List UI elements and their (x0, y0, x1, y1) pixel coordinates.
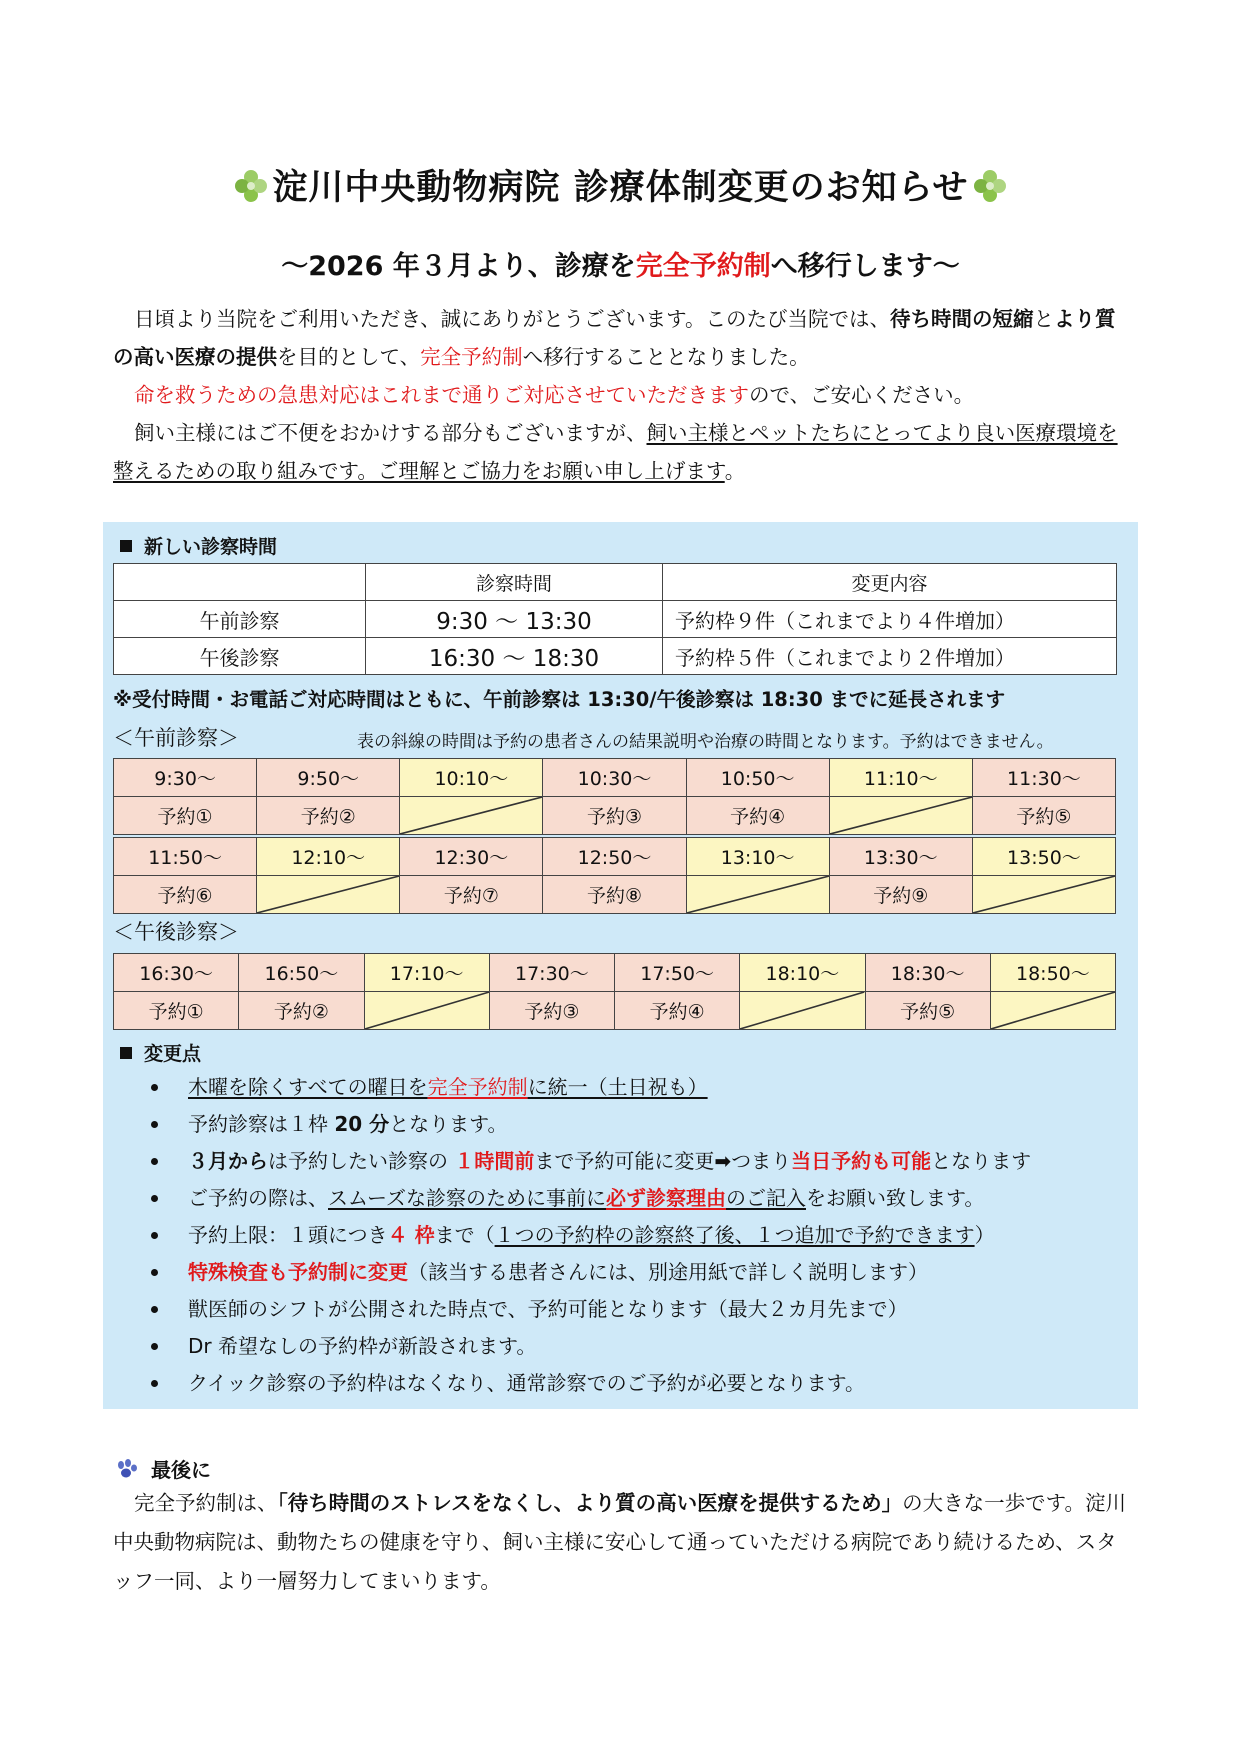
list-item (130, 1365, 1120, 1402)
slot-time: 11:30～ (972, 759, 1115, 797)
booking-slot: 予約① (114, 992, 239, 1030)
bold-text: 「待ち時間のストレスをなくし、より質の高い医療を提供するため」 (277, 1491, 903, 1515)
slot-time: 10:50～ (686, 759, 829, 797)
underlined-text: に統一（土日祝も） (527, 1075, 708, 1099)
text: となります (931, 1149, 1032, 1173)
booking-slot: 予約③ (543, 797, 686, 835)
bullet-dot-icon (151, 1121, 158, 1128)
booking-slot: 予約④ (686, 797, 829, 835)
slot-row (114, 797, 1116, 835)
text: 予約上限：１頭につき (188, 1223, 388, 1247)
table-header: 変更内容 (663, 564, 1117, 601)
slot-time: 17:50～ (615, 954, 740, 992)
booking-slot: 予約① (114, 797, 257, 835)
underlined-text: スムーズな診察のために事前に (328, 1186, 606, 1210)
text: ご予約の際は、 (188, 1186, 328, 1210)
list-item (130, 1069, 1120, 1106)
paw-icon (115, 1459, 139, 1479)
red-text: ４ 枠 (387, 1223, 435, 1247)
underlined-text: 木曜を除くすべての曜日を (188, 1075, 428, 1099)
bold-text: 20 分 (334, 1112, 390, 1136)
text: 完全予約制は、 (134, 1491, 278, 1515)
bullet-dot-icon (151, 1084, 158, 1091)
subtitle-highlight: 完全予約制 (635, 251, 771, 282)
slot-time: 12:10～ (257, 838, 400, 876)
schedule-heading (120, 532, 277, 559)
bullet-dot-icon (151, 1232, 158, 1239)
title-text: 淀川中央動物病院 診療体制変更のお知らせ (272, 168, 969, 208)
bullet-dot-icon (151, 1269, 158, 1276)
bold-text: ３月から (188, 1149, 268, 1173)
text: の大きな一歩です。淀川中央動物病院は、動物たちの健康を守り、飼い主様に安心して通っていただける病院であり続けるため、スタッフ一同、より一層努力してまいります。 (113, 1491, 1126, 1593)
afternoon-slots-table (113, 953, 1116, 1030)
unavailable-slot (400, 797, 543, 835)
list-item (130, 1106, 1120, 1143)
final-section (113, 1484, 1133, 1601)
intro-section (113, 300, 1133, 490)
underlined-text: １つの予約枠の診察終了後、１つ追加で予約できます (494, 1223, 975, 1247)
text: 飼い主様にはご不便をおかけする部分もございますが、 (134, 421, 647, 445)
slot-time: 10:30～ (543, 759, 686, 797)
text: まで（ (434, 1223, 495, 1247)
red-text: 当日予約も可能 (791, 1149, 932, 1173)
text: 日頃より当院をご利用いただき、誠にありがとうございます。このたび当院では、 (134, 307, 891, 331)
red-text: １時間前 (454, 1149, 535, 1173)
morning-slots-table (113, 837, 1116, 914)
session-time: 9:30 ～ 13:30 (366, 601, 663, 638)
session-change: 予約枠９件（これまでより４件増加） (663, 601, 1117, 638)
booking-slot: 予約⑤ (865, 992, 990, 1030)
text: （該当する患者さんには、別途用紙で詳しく説明します） (408, 1260, 928, 1284)
intro-paragraph (113, 300, 1133, 376)
session-change: 予約枠５件（これまでより２件増加） (663, 638, 1117, 675)
text: と (1033, 307, 1055, 331)
text: 予約診察は１枠 (188, 1112, 335, 1136)
subtitle-text: ～2026 年３月より、診療を (281, 251, 636, 282)
slot-time: 13:10～ (686, 838, 829, 876)
diagonal-line (687, 876, 829, 913)
bold-text: より質の高い医療の提供 (113, 307, 1116, 369)
slot-row (114, 876, 1116, 914)
red-text: 特殊検査も予約制に変更 (188, 1260, 408, 1284)
morning-label: ＜午前診察＞ (113, 726, 239, 750)
slot-time: 17:30～ (489, 954, 614, 992)
changes-list (130, 1069, 1120, 1402)
bullet-dot-icon (151, 1306, 158, 1313)
red-text: 完全予約制 (420, 345, 523, 369)
subtitle (0, 244, 1241, 283)
slot-time: 16:30～ (114, 954, 239, 992)
red-text: 必ず診察理由 (606, 1186, 726, 1210)
slot-time: 18:50～ (990, 954, 1115, 992)
slot-time: 18:30～ (865, 954, 990, 992)
diagonal-line (973, 876, 1115, 913)
clover-icon (973, 169, 1007, 203)
heading-text: 変更点 (144, 1043, 202, 1065)
booking-slot: 予約⑨ (829, 876, 972, 914)
slot-time: 12:50～ (543, 838, 686, 876)
time-row (114, 838, 1116, 876)
text: を目的として、 (277, 345, 421, 369)
red-text: 完全予約制 (427, 1075, 528, 1099)
session-label: 午前診察 (114, 601, 366, 638)
reception-note: ※受付時間・お電話ご対応時間はともに、午前診察は 13:30/午後診察は 18:30 までに延長されます (113, 688, 1006, 711)
subtitle-text: へ移行します～ (770, 251, 960, 282)
text: クイック診察の予約枠はなくなり、通常診察でのご予約が必要となります。 (188, 1371, 865, 1395)
final-heading (115, 1454, 211, 1483)
slot-time: 13:30～ (829, 838, 972, 876)
morning-slots-table (113, 758, 1116, 835)
red-text: 命を救うための急患対応はこれまで通りご対応させていただきます (134, 383, 749, 407)
intro-paragraph (113, 414, 1133, 490)
text: となります。 (389, 1112, 508, 1136)
list-item (130, 1254, 1120, 1291)
booking-slot: 予約② (239, 992, 364, 1030)
booking-slot: 予約② (257, 797, 400, 835)
slot-time: 16:50～ (239, 954, 364, 992)
clover-icon (234, 169, 268, 203)
heading-text: 最後に (151, 1458, 211, 1482)
changes-heading (120, 1039, 201, 1066)
unavailable-slot (686, 876, 829, 914)
diagonal-line (740, 992, 864, 1029)
diagonal-line (400, 797, 542, 834)
text: ので、ご安心ください。 (749, 383, 975, 407)
session-label: 午後診察 (114, 638, 366, 675)
table-header: 診察時間 (366, 564, 663, 601)
table-header (114, 564, 366, 601)
slot-time: 9:50～ (257, 759, 400, 797)
text: 獣医師のシフトが公開された時点で、予約可能となります（最大２カ月先まで） (188, 1297, 908, 1321)
bullet-dot-icon (151, 1195, 158, 1202)
slot-time: 17:10～ (364, 954, 489, 992)
booking-slot: 予約⑦ (400, 876, 543, 914)
bullet-dot-icon (151, 1158, 158, 1165)
slot-time: 10:10～ (400, 759, 543, 797)
bullet-dot-icon (151, 1343, 158, 1350)
text: は予約したい診察の (268, 1149, 455, 1173)
arrow-icon: ➡ (714, 1149, 732, 1173)
bold-text: 待ち時間の短縮 (890, 307, 1034, 331)
unavailable-slot (990, 992, 1115, 1030)
diagonal-line (365, 992, 489, 1029)
square-bullet-icon (120, 1047, 132, 1059)
final-paragraph (113, 1484, 1133, 1601)
slash-note: 表の斜線の時間は予約の患者さんの結果説明や治療の時間となります。予約はできません。 (357, 732, 1054, 752)
booking-slot: 予約⑤ (972, 797, 1115, 835)
page-title (0, 160, 1241, 210)
unavailable-slot (829, 797, 972, 835)
slot-time: 11:50～ (114, 838, 257, 876)
diagonal-line (991, 992, 1115, 1029)
diagonal-line (830, 797, 972, 834)
text: まで予約可能に変更 (534, 1149, 715, 1173)
underlined-text: 飼い主様とペットたちにとってより良い医療環境を整えるための取り組みです。ご理解とご協力をお願い申し上げます (113, 421, 1118, 483)
square-bullet-icon (120, 540, 132, 552)
list-item (130, 1180, 1120, 1217)
slot-time: 18:10～ (740, 954, 865, 992)
slot-time: 12:30～ (400, 838, 543, 876)
slot-time: 9:30～ (114, 759, 257, 797)
booking-slot: 予約⑧ (543, 876, 686, 914)
unavailable-slot (972, 876, 1115, 914)
list-item (130, 1217, 1120, 1254)
slot-row (114, 992, 1116, 1030)
unavailable-slot (257, 876, 400, 914)
underlined-text: のご記入 (726, 1186, 806, 1210)
text: ） (974, 1223, 995, 1247)
booking-slot: 予約⑥ (114, 876, 257, 914)
schedule-table (113, 563, 1117, 675)
list-item (130, 1143, 1120, 1180)
list-item (130, 1291, 1120, 1328)
booking-slot: 予約③ (489, 992, 614, 1030)
text: 。 (724, 459, 746, 483)
text: つまり (731, 1149, 792, 1173)
table-row (114, 638, 1117, 675)
table-row (114, 601, 1117, 638)
session-time: 16:30 ～ 18:30 (366, 638, 663, 675)
booking-slot: 予約④ (615, 992, 740, 1030)
text: をお願い致します。 (806, 1186, 985, 1210)
bullet-dot-icon (151, 1380, 158, 1387)
heading-text: 新しい診察時間 (144, 536, 278, 558)
unavailable-slot (364, 992, 489, 1030)
list-item (130, 1328, 1120, 1365)
intro-paragraph (113, 376, 1133, 414)
text: Dr 希望なしの予約枠が新設されます。 (188, 1334, 537, 1358)
afternoon-label: ＜午後診察＞ (113, 920, 239, 944)
time-row (114, 954, 1116, 992)
time-row (114, 759, 1116, 797)
text: へ移行することとなりました。 (522, 345, 810, 369)
slot-time: 11:10～ (829, 759, 972, 797)
diagonal-line (257, 876, 399, 913)
unavailable-slot (740, 992, 865, 1030)
table-header-row (114, 564, 1117, 601)
slot-time: 13:50～ (972, 838, 1115, 876)
